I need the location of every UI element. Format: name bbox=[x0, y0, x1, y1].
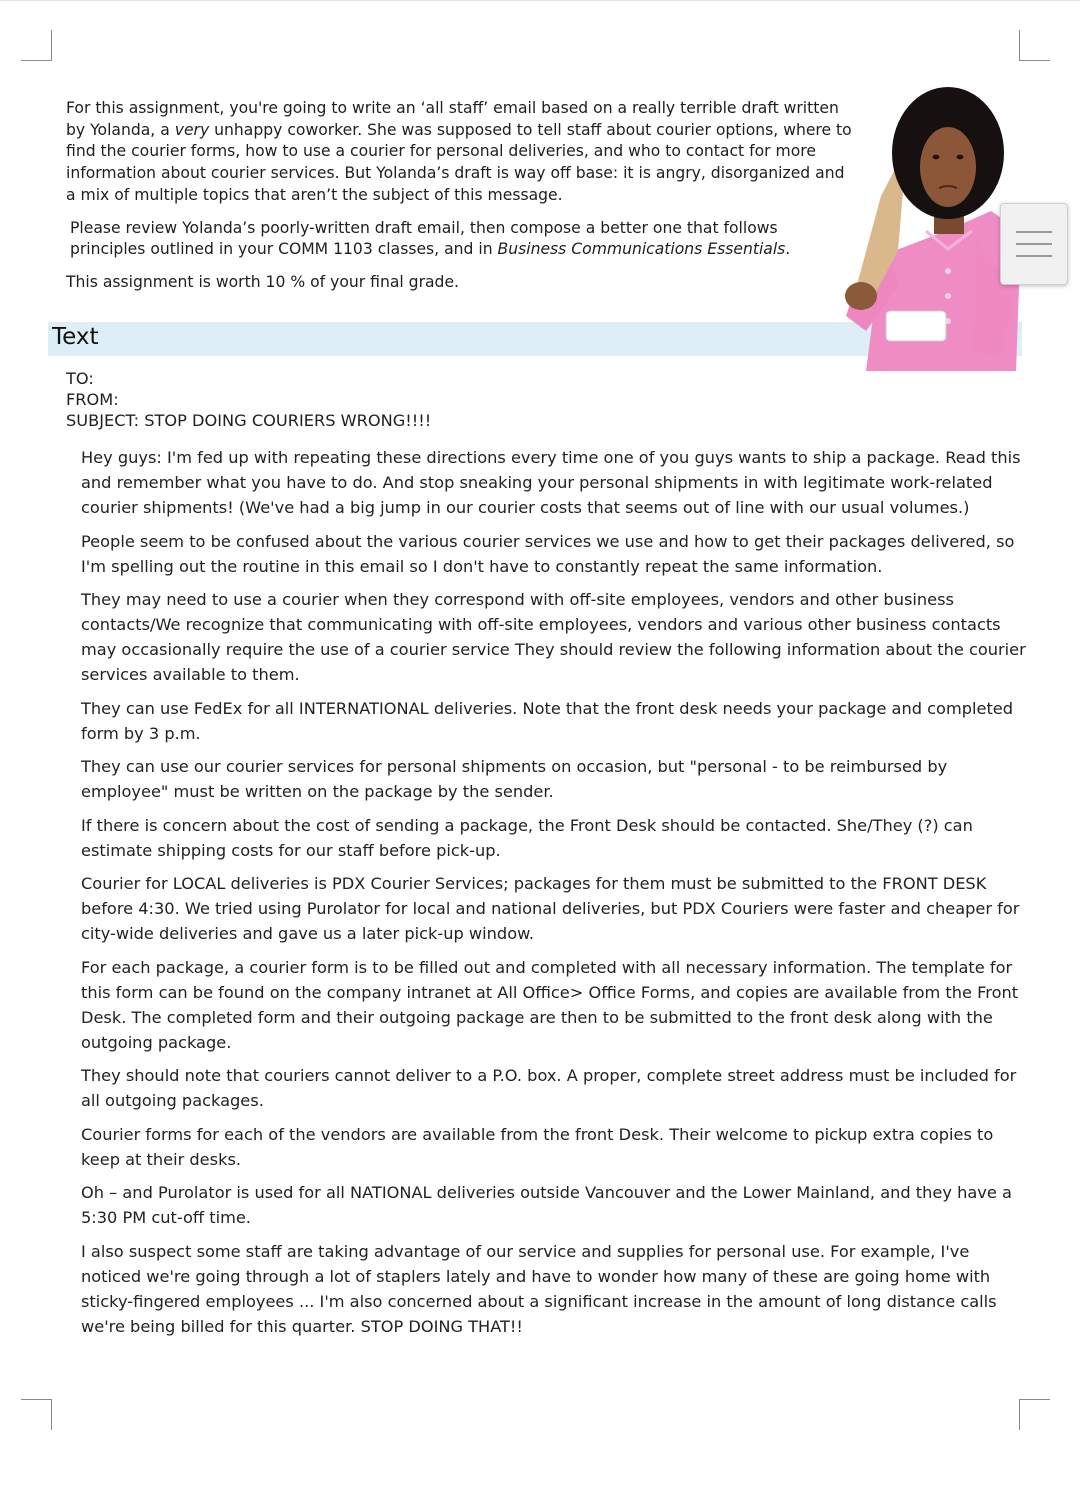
intro-paragraph-3: This assignment is worth 10 % of your final grade. bbox=[66, 272, 459, 291]
floating-menu-button[interactable] bbox=[1000, 203, 1068, 285]
draft-email-body bbox=[81, 445, 1026, 1347]
body-paragraph-6: If there is concern about the cost of sending a package, the Front Desk should be contacted. She/They (?) can estimate shipping costs for our staff before pick-up. bbox=[81, 815, 973, 860]
intro-paragraph-2: Please review Yolanda’s poorly-written draft email, then compose a better one that follows principles outlined in your COMM 1103 classes, and in Business Communications Essentials. bbox=[70, 218, 791, 259]
body-paragraph-10: Courier forms for each of the vendors are available from the front Desk. Their welcome to pickup extra copies to keep at their desks. bbox=[81, 1124, 994, 1169]
body-paragraph-7: Courier for LOCAL deliveries is PDX Courier Services; packages for them must be submitted to the FRONT DESK before 4:30. We tried using Purolator for local and national deliveries, but PDX Couriers were faster and cheaper for city-wide deliveries and gave us a later pick-up window. bbox=[81, 874, 1020, 943]
body-paragraph-12: I also suspect some staff are taking advantage of our service and supplies for personal use. For example, I've noticed we're going through a lot of staplers lately and have to wonder how many of these are going home with sticky-fingered employees ... I'm also concerned about a significant increase in the amount of long distance calls we're being billed for this quarter. STOP DOING THAT!! bbox=[81, 1241, 997, 1336]
menu-icon-line-2 bbox=[1016, 243, 1052, 245]
menu-icon-line-3 bbox=[1016, 255, 1052, 257]
body-paragraph-2: People seem to be confused about the various courier services we use and how to get their packages delivered, so I'm spelling out the routine in this email so I don't have to constantly repeat the same information. bbox=[81, 531, 1015, 576]
crop-mark-bottom-right bbox=[1019, 1399, 1050, 1430]
body-paragraph-4: They can use FedEx for all INTERNATIONAL deliveries. Note that the front desk needs your package and completed form by 3 p.m. bbox=[81, 698, 1014, 743]
body-paragraph-11: Oh – and Purolator is used for all NATIONAL deliveries outside Vancouver and the Lower Mainland, and they have a 5:30 PM cut-off time. bbox=[81, 1183, 1012, 1227]
memo-to: TO: bbox=[66, 369, 94, 388]
unhappy-coworker-illustration bbox=[826, 71, 1026, 371]
crop-mark-top-left bbox=[21, 30, 52, 61]
memo-header bbox=[66, 368, 431, 431]
body-paragraph-8: For each package, a courier form is to be filled out and completed with all necessary information. The template for this form can be found on the company intranet at All Office> Office Forms, and copies are available from the Front Desk. The completed form and their outgoing package are then to be submitted to the front desk along with the outgoing package. bbox=[81, 957, 1019, 1052]
body-paragraph-9: They should note that couriers cannot deliver to a P.O. box. A proper, complete street address must be included for all outgoing packages. bbox=[81, 1066, 1017, 1110]
body-paragraph-3: They may need to use a courier when they correspond with off-site employees, vendors and other business contacts/We recognize that communicating with off-site employees, vendors and various other business contacts may occasionally require the use of a courier service They should review the following information about the courier services available to them. bbox=[81, 590, 1026, 684]
menu-icon-line-1 bbox=[1016, 231, 1052, 233]
section-title: Text bbox=[52, 324, 99, 350]
memo-subject: SUBJECT: STOP DOING COURIERS WRONG!!!! bbox=[66, 411, 432, 430]
assignment-intro bbox=[66, 98, 856, 294]
body-paragraph-1: Hey guys: I'm fed up with repeating these directions every time one of you guys wants to ship a package. Read this and remember what you have to do. And stop sneaking your personal shipments in with legitimate work-related courier shipments! (We've had a big jump in our courier costs that seems out of line with our usual volumes.) bbox=[81, 448, 1021, 517]
intro-paragraph-1: For this assignment, you're going to write an ‘all staff’ email based on a really terrible draft written by Yolanda, a very unhappy coworker. She was supposed to tell staff about courier options, where to find the courier forms, how to use a courier for personal deliveries, and who to contact for more information about courier services. But Yolanda’s draft is way off base: it is angry, disorganized and a mix of multiple topics that aren’t the subject of this message. bbox=[66, 99, 852, 204]
crop-mark-top-right bbox=[1019, 30, 1050, 61]
memo-from: FROM: bbox=[66, 390, 119, 409]
body-paragraph-5: They can use our courier services for personal shipments on occasion, but "personal - to be reimbursed by employee" must be written on the package by the sender. bbox=[81, 757, 948, 801]
crop-mark-bottom-left bbox=[21, 1399, 52, 1430]
